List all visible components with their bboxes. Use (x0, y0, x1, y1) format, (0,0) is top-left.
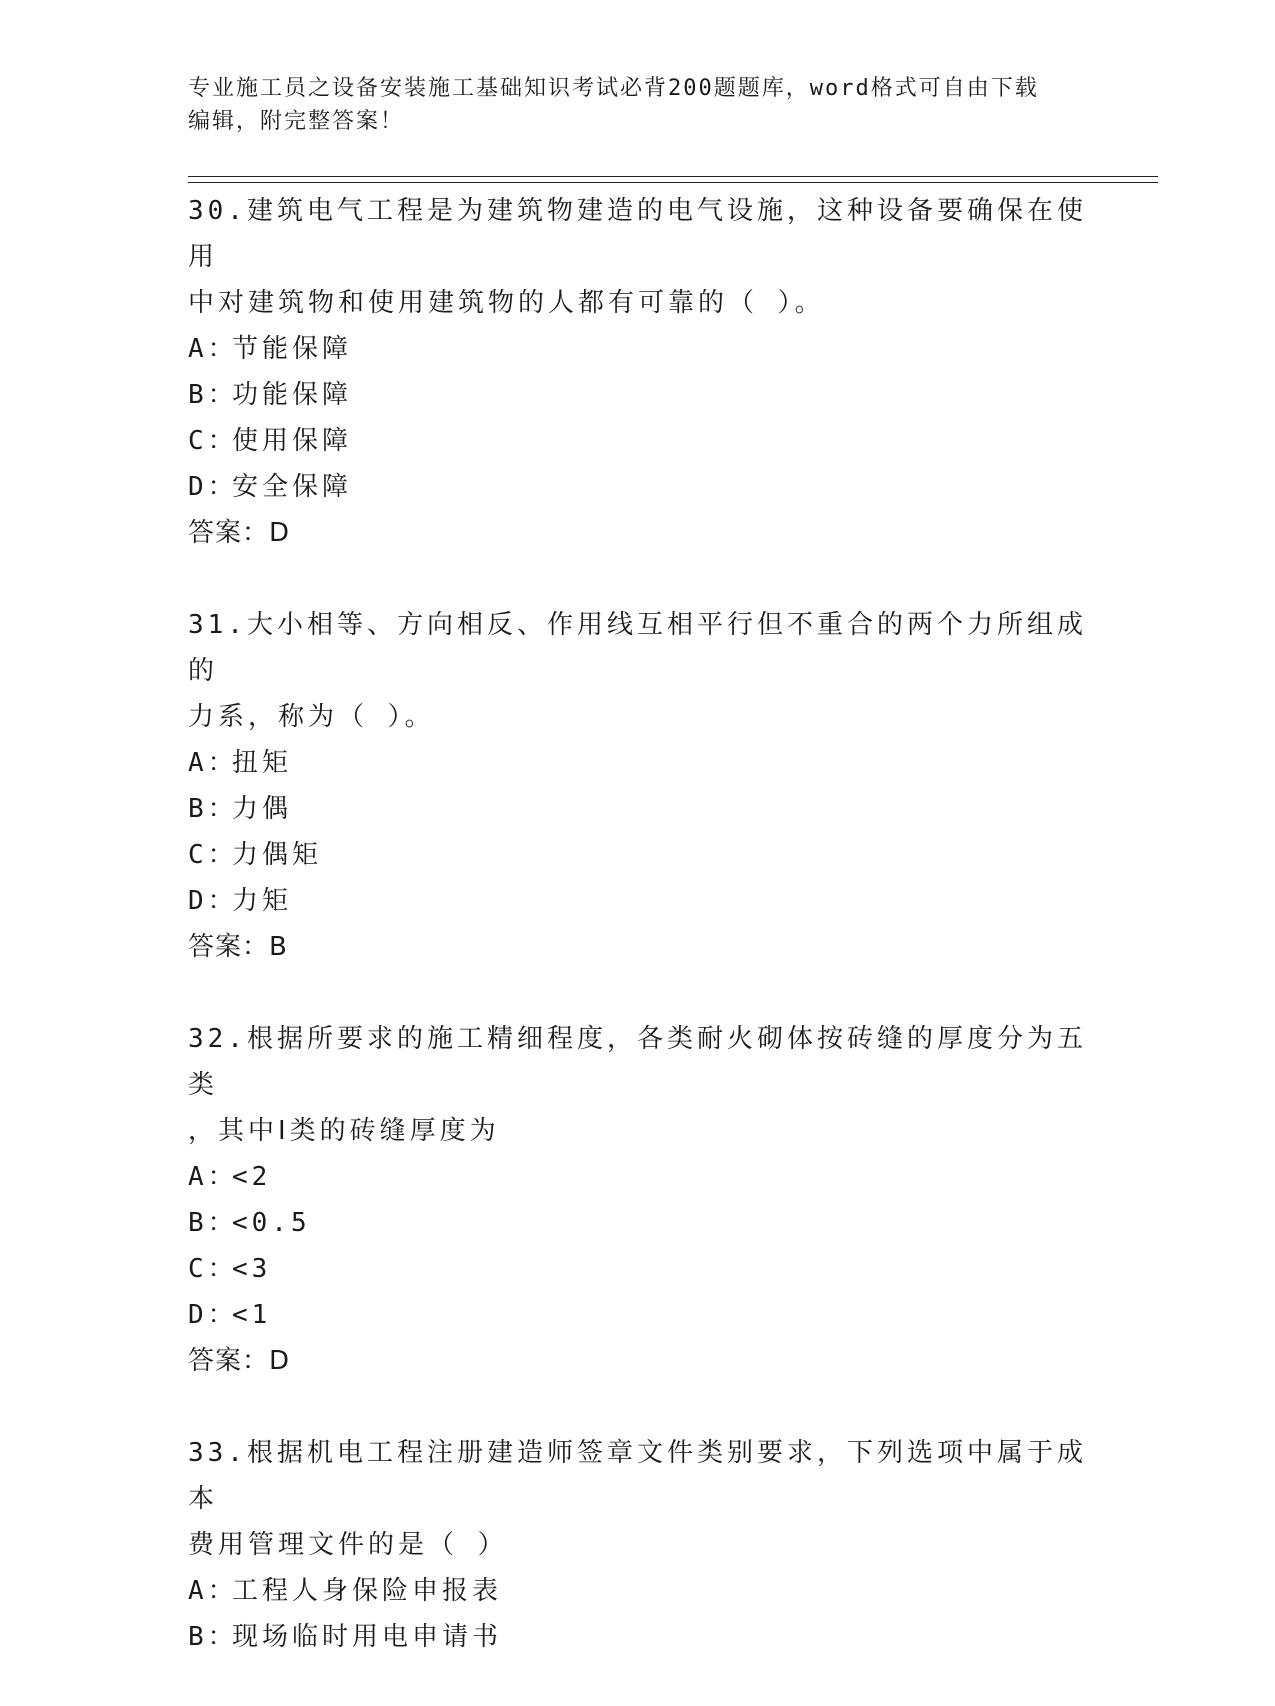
answer-line: 答案：D (188, 1346, 291, 1376)
option-b (188, 372, 1088, 418)
option-a (188, 1154, 1088, 1200)
option-c (188, 418, 1088, 464)
option-text: 力偶矩 (232, 840, 323, 870)
option-c (188, 832, 1088, 878)
option-a (188, 1568, 1088, 1614)
question-stem: 33.根据机电工程注册建造师签章文件类别要求，下列选项中属于成本 (188, 1438, 1087, 1514)
option-text: <1 (232, 1300, 272, 1330)
option-b (188, 1614, 1088, 1660)
option-a (188, 740, 1088, 786)
option-text: 工程人身保险申报表 (232, 1576, 503, 1606)
option-key: C： (188, 426, 238, 456)
option-text: 扭矩 (232, 748, 293, 778)
option-text: 力偶 (232, 794, 293, 824)
option-key: A： (188, 748, 238, 778)
option-key: A： (188, 1576, 238, 1606)
header-line-1: 专业施工员之设备安装施工基础知识考试必背200题题库，word格式可自由下载 (188, 76, 1039, 101)
question-list (188, 188, 1088, 1706)
option-d (188, 464, 1088, 510)
question-item (188, 602, 1088, 970)
option-text: 功能保障 (232, 380, 353, 410)
question-stem: 32.根据所要求的施工精细程度，各类耐火砌体按砖缝的厚度分为五类 (188, 1024, 1087, 1100)
option-d (188, 1292, 1088, 1338)
question-stem-continued: 费用管理文件的是（ ） (188, 1530, 508, 1560)
option-text: <2 (232, 1162, 272, 1192)
header-divider-secondary (188, 182, 1158, 183)
option-key: D： (188, 472, 238, 502)
question-stem-continued: 力系，称为（ ）。 (188, 702, 435, 732)
option-text: <3 (232, 1254, 272, 1284)
answer-line: 答案：D (188, 518, 291, 548)
option-text: 现场临时用电申请书 (232, 1622, 503, 1652)
option-text: 安全保障 (232, 472, 353, 502)
option-key: A： (188, 334, 238, 364)
option-key: C： (188, 840, 238, 870)
question-stem: 30.建筑电气工程是为建筑物建造的电气设施，这种设备要确保在使用 (188, 196, 1087, 272)
option-key: D： (188, 886, 238, 916)
option-d (188, 878, 1088, 924)
option-b (188, 786, 1088, 832)
option-key: D： (188, 1300, 238, 1330)
question-stem: 31.大小相等、方向相反、作用线互相平行但不重合的两个力所组成的 (188, 610, 1087, 686)
question-stem-continued: 中对建筑物和使用建筑物的人都有可靠的（ ）。 (188, 288, 825, 318)
option-key: B： (188, 1208, 238, 1238)
question-item (188, 1016, 1088, 1384)
question-item (188, 1430, 1088, 1660)
option-text: 使用保障 (232, 426, 353, 456)
option-key: B： (188, 794, 238, 824)
option-b (188, 1200, 1088, 1246)
answer-line: 答案：B (188, 932, 288, 962)
option-text: <0.5 (232, 1208, 311, 1238)
option-c (188, 1246, 1088, 1292)
option-key: B： (188, 1622, 238, 1652)
option-key: B： (188, 380, 238, 410)
option-text: 节能保障 (232, 334, 353, 364)
option-text: 力矩 (232, 886, 293, 916)
question-stem-continued: ，其中Ⅰ类的砖缝厚度为 (188, 1116, 500, 1146)
option-key: C： (188, 1254, 238, 1284)
header-divider (188, 176, 1158, 177)
header-line-2: 编辑，附完整答案！ (188, 109, 405, 134)
document-header (188, 72, 1088, 138)
option-key: A： (188, 1162, 238, 1192)
question-item (188, 188, 1088, 556)
option-a (188, 326, 1088, 372)
